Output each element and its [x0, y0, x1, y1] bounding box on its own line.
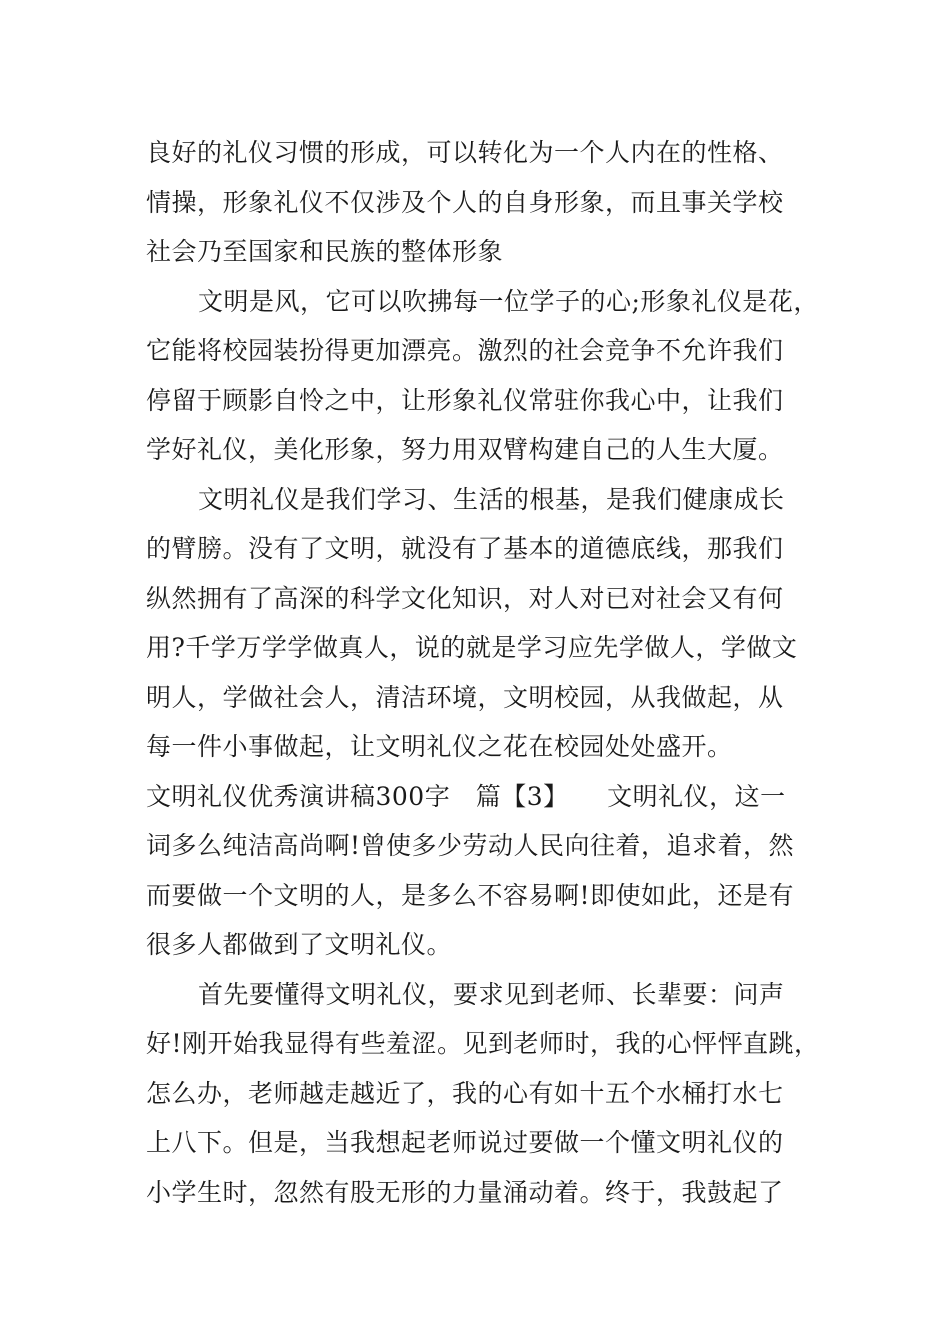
text-line: 情操，形象礼仪不仅涉及个人的自身形象，而且事关学校 [146, 187, 784, 217]
text-line: 而要做一个文明的人，是多么不容易啊!即使如此，还是有 [146, 880, 795, 910]
text-line: 文明是风，它可以吹拂每一位学子的心;形象礼仪是花， [198, 286, 819, 316]
text-line: 明人，学做社会人，清洁环境，文明校园，从我做起，从 [146, 682, 784, 712]
text-line: 每一件小事做起，让文明礼仪之花在校园处处盛开。 [146, 732, 733, 761]
text-line: 上八下。但是，当我想起老师说过要做一个懂文明礼仪的 [146, 1128, 784, 1157]
text-line: 它能将校园装扮得更加漂亮。激烈的社会竞争不允许我们 [146, 336, 784, 365]
text-line: 很多人都做到了文明礼仪。 [146, 930, 453, 959]
section-heading-line: 文明礼仪优秀演讲稿300字 篇【3】 文明礼仪，这一 [146, 781, 786, 811]
text-line: 社会乃至国家和民族的整体形象 [146, 237, 504, 266]
text-line: 文明礼仪是我们学习、生活的根基，是我们健康成长 [198, 484, 785, 514]
text-line: 首先要懂得文明礼仪，要求见到老师、长辈要：问声 [198, 979, 785, 1009]
text-line: 停留于顾影自怜之中，让形象礼仪常驻你我心中，让我们 [146, 385, 784, 415]
text-line: 词多么纯洁高尚啊!曾使多少劳动人民向往着，追求着，然 [146, 831, 795, 860]
text-line: 纵然拥有了高深的科学文化知识，对人对已对社会又有何 [146, 583, 784, 613]
text-line: 小学生时，忽然有股无形的力量涌动着。终于，我鼓起了 [146, 1177, 784, 1207]
text-line: 好!刚开始我显得有些羞涩。见到老师时，我的心怦怦直跳， [146, 1029, 820, 1058]
document-body [146, 128, 820, 1217]
text-line: 的臂膀。没有了文明，就没有了基本的道德底线，那我们 [146, 534, 784, 563]
text-line: 用?千学万学学做真人，说的就是学习应先学做人，学做文 [146, 633, 798, 662]
text-line: 怎么办，老师越走越近了，我的心有如十五个水桶打水七 [146, 1078, 784, 1108]
text-line: 良好的礼仪习惯的形成，可以转化为一个人内在的性格、 [146, 138, 784, 167]
text-line: 学好礼仪，美化形象，努力用双臂构建自己的人生大厦。 [146, 435, 784, 464]
